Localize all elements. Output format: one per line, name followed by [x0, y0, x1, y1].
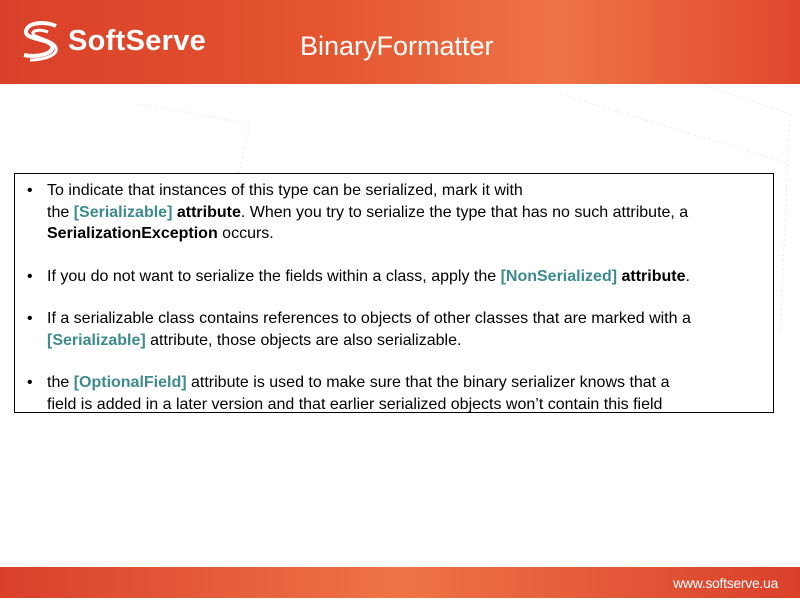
bullet-item [25, 266, 763, 288]
text-line [47, 330, 763, 352]
bullet-item [25, 308, 763, 351]
text-line [47, 372, 763, 394]
text-segment: SerializationException [47, 225, 218, 242]
text-line [47, 266, 763, 288]
text-segment: If a serializable class contains references to objects of other classes that are marked with a [47, 310, 691, 327]
text-segment: attribute [172, 203, 241, 221]
bullet-item [25, 180, 763, 245]
text-segment: attribute [617, 267, 686, 285]
text-segment: the [47, 203, 74, 221]
text-line [47, 180, 763, 202]
text-segment: . [685, 267, 690, 285]
bullet-item [25, 372, 763, 415]
text-segment: To indicate that instances of this type can be serialized, mark it with [47, 182, 523, 199]
text-segment: . When you try to serialize the type that has no such attribute, a [240, 203, 689, 221]
text-line [47, 394, 763, 416]
bullet-text [47, 266, 763, 288]
footer-bar [0, 567, 800, 598]
text-segment: attribute is used to make sure that the binary serializer knows that a [186, 374, 670, 391]
text-segment: the [47, 374, 74, 391]
content-box [14, 173, 774, 413]
text-line [47, 308, 763, 330]
attribute-name: [Serializable] [47, 331, 146, 349]
footer-url[interactable]: www.softserve.ua [673, 575, 778, 591]
bullet-icon: • [27, 182, 33, 199]
logo-text: SoftServe [68, 24, 207, 57]
text-segment: occurs. [217, 225, 274, 242]
bullet-text [47, 180, 763, 245]
attribute-name: [OptionalField] [73, 374, 187, 391]
bullet-icon: • [27, 374, 33, 391]
bullet-text [47, 372, 763, 415]
text-line [47, 223, 763, 245]
softserve-logo-icon [18, 18, 64, 64]
text-line [47, 202, 763, 224]
bullet-icon: • [27, 310, 33, 327]
bullet-icon: • [27, 267, 33, 285]
header-bar [0, 0, 800, 84]
bullet-text [47, 308, 763, 351]
text-segment: attribute, those objects are also serializable. [145, 331, 462, 349]
slide-title: BinaryFormatter [300, 31, 494, 61]
text-segment: If you do not want to serialize the fields within a class, apply the [47, 267, 501, 285]
text-segment: field is added in a later version and that earlier serialized objects won’t contain this field [47, 395, 663, 413]
softserve-logo [18, 18, 206, 64]
attribute-name: [Serializable] [73, 203, 173, 221]
attribute-name: [NonSerialized] [500, 267, 618, 285]
